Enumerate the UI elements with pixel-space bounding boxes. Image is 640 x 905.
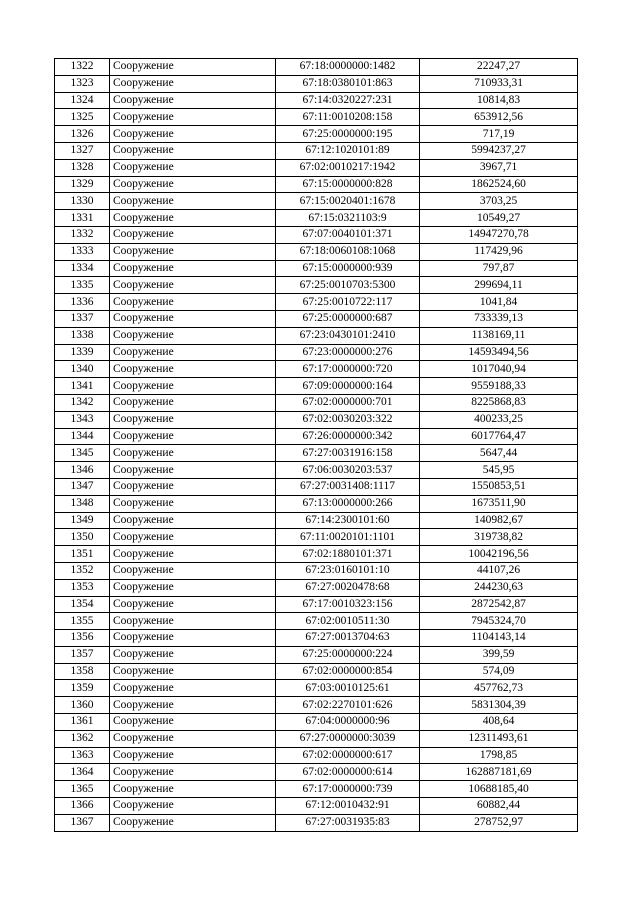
table-row: [55, 378, 578, 395]
object-type-cell: Сооружение: [110, 411, 276, 428]
cadastral-number-cell: 67:25:0010703:5300: [276, 277, 420, 294]
cadastral-number-cell: 67:11:0020101:1101: [276, 529, 420, 546]
cadastral-number-cell: 67:15:0020401:1678: [276, 193, 420, 210]
object-type-cell: Сооружение: [110, 176, 276, 193]
cadastral-number-cell: 67:18:0380101:863: [276, 75, 420, 92]
cadastral-value-cell: 8225868,83: [420, 394, 578, 411]
registry-table-body: [55, 59, 578, 832]
object-type-cell: Сооружение: [110, 529, 276, 546]
cadastral-value-cell: 6017764,47: [420, 428, 578, 445]
cadastral-value-cell: 797,87: [420, 260, 578, 277]
row-number-cell: 1328: [55, 159, 110, 176]
cadastral-value-cell: 44107,26: [420, 562, 578, 579]
cadastral-value-cell: 7945324,70: [420, 613, 578, 630]
row-number-cell: 1344: [55, 428, 110, 445]
table-row: [55, 243, 578, 260]
table-row: [55, 714, 578, 731]
cadastral-number-cell: 67:03:0010125:61: [276, 680, 420, 697]
table-row: [55, 764, 578, 781]
table-row: [55, 394, 578, 411]
cadastral-value-cell: 299694,11: [420, 277, 578, 294]
object-type-cell: Сооружение: [110, 730, 276, 747]
cadastral-value-cell: 5647,44: [420, 445, 578, 462]
object-type-cell: Сооружение: [110, 814, 276, 831]
table-row: [55, 663, 578, 680]
cadastral-number-cell: 67:27:0000000:3039: [276, 730, 420, 747]
cadastral-number-cell: 67:02:1880101:371: [276, 546, 420, 563]
table-row: [55, 781, 578, 798]
row-number-cell: 1343: [55, 411, 110, 428]
object-type-cell: Сооружение: [110, 243, 276, 260]
row-number-cell: 1351: [55, 546, 110, 563]
cadastral-number-cell: 67:07:0040101:371: [276, 226, 420, 243]
cadastral-value-cell: 545,95: [420, 462, 578, 479]
row-number-cell: 1350: [55, 529, 110, 546]
cadastral-number-cell: 67:23:0000000:276: [276, 344, 420, 361]
cadastral-value-cell: 244230,63: [420, 579, 578, 596]
table-row: [55, 411, 578, 428]
row-number-cell: 1361: [55, 714, 110, 731]
object-type-cell: Сооружение: [110, 378, 276, 395]
table-row: [55, 126, 578, 143]
object-type-cell: Сооружение: [110, 394, 276, 411]
table-row: [55, 294, 578, 311]
table-row: [55, 747, 578, 764]
object-type-cell: Сооружение: [110, 462, 276, 479]
cadastral-number-cell: 67:12:1020101:89: [276, 142, 420, 159]
row-number-cell: 1334: [55, 260, 110, 277]
cadastral-value-cell: 1798,85: [420, 747, 578, 764]
cadastral-value-cell: 5994237,27: [420, 142, 578, 159]
cadastral-value-cell: 60882,44: [420, 798, 578, 815]
table-row: [55, 546, 578, 563]
cadastral-value-cell: 278752,97: [420, 814, 578, 831]
cadastral-number-cell: 67:17:0000000:720: [276, 361, 420, 378]
table-row: [55, 579, 578, 596]
cadastral-value-cell: 3703,25: [420, 193, 578, 210]
cadastral-number-cell: 67:27:0020478:68: [276, 579, 420, 596]
row-number-cell: 1365: [55, 781, 110, 798]
cadastral-number-cell: 67:02:0000000:617: [276, 747, 420, 764]
cadastral-number-cell: 67:25:0000000:224: [276, 646, 420, 663]
cadastral-number-cell: 67:02:0000000:701: [276, 394, 420, 411]
row-number-cell: 1348: [55, 495, 110, 512]
object-type-cell: Сооружение: [110, 495, 276, 512]
cadastral-value-cell: 1138169,11: [420, 327, 578, 344]
object-type-cell: Сооружение: [110, 663, 276, 680]
cadastral-value-cell: 117429,96: [420, 243, 578, 260]
object-type-cell: Сооружение: [110, 159, 276, 176]
table-row: [55, 646, 578, 663]
cadastral-number-cell: 67:27:0031935:83: [276, 814, 420, 831]
object-type-cell: Сооружение: [110, 579, 276, 596]
table-row: [55, 445, 578, 462]
object-type-cell: Сооружение: [110, 764, 276, 781]
cadastral-value-cell: 10688185,40: [420, 781, 578, 798]
row-number-cell: 1337: [55, 310, 110, 327]
cadastral-number-cell: 67:15:0000000:939: [276, 260, 420, 277]
row-number-cell: 1366: [55, 798, 110, 815]
row-number-cell: 1355: [55, 613, 110, 630]
row-number-cell: 1345: [55, 445, 110, 462]
cadastral-number-cell: 67:27:0031408:1117: [276, 478, 420, 495]
object-type-cell: Сооружение: [110, 75, 276, 92]
cadastral-value-cell: 10549,27: [420, 210, 578, 227]
table-row: [55, 310, 578, 327]
object-type-cell: Сооружение: [110, 226, 276, 243]
cadastral-number-cell: 67:02:2270101:626: [276, 697, 420, 714]
cadastral-value-cell: 3967,71: [420, 159, 578, 176]
object-type-cell: Сооружение: [110, 193, 276, 210]
object-type-cell: Сооружение: [110, 781, 276, 798]
cadastral-number-cell: 67:26:0000000:342: [276, 428, 420, 445]
table-row: [55, 142, 578, 159]
object-type-cell: Сооружение: [110, 646, 276, 663]
table-row: [55, 512, 578, 529]
table-row: [55, 327, 578, 344]
table-row: [55, 596, 578, 613]
cadastral-number-cell: 67:04:0000000:96: [276, 714, 420, 731]
table-row: [55, 344, 578, 361]
table-row: [55, 59, 578, 76]
cadastral-number-cell: 67:12:0010432:91: [276, 798, 420, 815]
cadastral-number-cell: 67:18:0000000:1482: [276, 59, 420, 76]
object-type-cell: Сооружение: [110, 747, 276, 764]
row-number-cell: 1324: [55, 92, 110, 109]
cadastral-number-cell: 67:02:0010217:1942: [276, 159, 420, 176]
cadastral-value-cell: 400233,25: [420, 411, 578, 428]
table-row: [55, 730, 578, 747]
cadastral-value-cell: 22247,27: [420, 59, 578, 76]
cadastral-value-cell: 12311493,61: [420, 730, 578, 747]
cadastral-number-cell: 67:18:0060108:1068: [276, 243, 420, 260]
cadastral-value-cell: 14593494,56: [420, 344, 578, 361]
row-number-cell: 1357: [55, 646, 110, 663]
cadastral-value-cell: 1862524,60: [420, 176, 578, 193]
row-number-cell: 1342: [55, 394, 110, 411]
row-number-cell: 1323: [55, 75, 110, 92]
object-type-cell: Сооружение: [110, 92, 276, 109]
cadastral-number-cell: 67:15:0321103:9: [276, 210, 420, 227]
row-number-cell: 1359: [55, 680, 110, 697]
row-number-cell: 1356: [55, 630, 110, 647]
table-row: [55, 630, 578, 647]
cadastral-value-cell: 162887181,69: [420, 764, 578, 781]
cadastral-value-cell: 319738,82: [420, 529, 578, 546]
table-row: [55, 210, 578, 227]
cadastral-number-cell: 67:02:0000000:614: [276, 764, 420, 781]
cadastral-value-cell: 9559188,33: [420, 378, 578, 395]
cadastral-value-cell: 140982,67: [420, 512, 578, 529]
cadastral-value-cell: 1673511,90: [420, 495, 578, 512]
table-row: [55, 109, 578, 126]
cadastral-number-cell: 67:23:0430101:2410: [276, 327, 420, 344]
cadastral-number-cell: 67:09:0000000:164: [276, 378, 420, 395]
registry-table: [54, 58, 578, 832]
row-number-cell: 1331: [55, 210, 110, 227]
object-type-cell: Сооружение: [110, 697, 276, 714]
cadastral-number-cell: 67:11:0010208:158: [276, 109, 420, 126]
cadastral-number-cell: 67:17:0010323:156: [276, 596, 420, 613]
table-row: [55, 462, 578, 479]
row-number-cell: 1364: [55, 764, 110, 781]
row-number-cell: 1327: [55, 142, 110, 159]
object-type-cell: Сооружение: [110, 344, 276, 361]
object-type-cell: Сооружение: [110, 478, 276, 495]
cadastral-number-cell: 67:23:0160101:10: [276, 562, 420, 579]
table-row: [55, 277, 578, 294]
object-type-cell: Сооружение: [110, 327, 276, 344]
cadastral-number-cell: 67:25:0010722:117: [276, 294, 420, 311]
row-number-cell: 1335: [55, 277, 110, 294]
object-type-cell: Сооружение: [110, 109, 276, 126]
object-type-cell: Сооружение: [110, 445, 276, 462]
row-number-cell: 1330: [55, 193, 110, 210]
cadastral-value-cell: 10042196,56: [420, 546, 578, 563]
cadastral-value-cell: 408,64: [420, 714, 578, 731]
object-type-cell: Сооружение: [110, 294, 276, 311]
table-row: [55, 226, 578, 243]
row-number-cell: 1354: [55, 596, 110, 613]
cadastral-number-cell: 67:25:0000000:687: [276, 310, 420, 327]
table-row: [55, 193, 578, 210]
cadastral-value-cell: 1550853,51: [420, 478, 578, 495]
cadastral-number-cell: 67:27:0031916:158: [276, 445, 420, 462]
cadastral-value-cell: 399,59: [420, 646, 578, 663]
table-row: [55, 478, 578, 495]
row-number-cell: 1340: [55, 361, 110, 378]
row-number-cell: 1329: [55, 176, 110, 193]
object-type-cell: Сооружение: [110, 630, 276, 647]
row-number-cell: 1362: [55, 730, 110, 747]
table-row: [55, 361, 578, 378]
object-type-cell: Сооружение: [110, 310, 276, 327]
table-row: [55, 75, 578, 92]
table-row: [55, 92, 578, 109]
row-number-cell: 1347: [55, 478, 110, 495]
table-row: [55, 798, 578, 815]
object-type-cell: Сооружение: [110, 260, 276, 277]
table-row: [55, 176, 578, 193]
cadastral-value-cell: 1041,84: [420, 294, 578, 311]
object-type-cell: Сооружение: [110, 59, 276, 76]
cadastral-number-cell: 67:14:2300101:60: [276, 512, 420, 529]
cadastral-value-cell: 5831304,39: [420, 697, 578, 714]
object-type-cell: Сооружение: [110, 546, 276, 563]
object-type-cell: Сооружение: [110, 596, 276, 613]
row-number-cell: 1336: [55, 294, 110, 311]
cadastral-value-cell: 717,19: [420, 126, 578, 143]
cadastral-value-cell: 653912,56: [420, 109, 578, 126]
row-number-cell: 1322: [55, 59, 110, 76]
cadastral-number-cell: 67:06:0030203:537: [276, 462, 420, 479]
table-row: [55, 697, 578, 714]
cadastral-number-cell: 67:02:0030203:322: [276, 411, 420, 428]
row-number-cell: 1339: [55, 344, 110, 361]
row-number-cell: 1360: [55, 697, 110, 714]
row-number-cell: 1338: [55, 327, 110, 344]
cadastral-number-cell: 67:02:0000000:854: [276, 663, 420, 680]
table-row: [55, 613, 578, 630]
object-type-cell: Сооружение: [110, 142, 276, 159]
table-row: [55, 260, 578, 277]
cadastral-number-cell: 67:13:0000000:266: [276, 495, 420, 512]
object-type-cell: Сооружение: [110, 126, 276, 143]
row-number-cell: 1333: [55, 243, 110, 260]
cadastral-value-cell: 710933,31: [420, 75, 578, 92]
cadastral-value-cell: 1017040,94: [420, 361, 578, 378]
cadastral-value-cell: 2872542,87: [420, 596, 578, 613]
row-number-cell: 1341: [55, 378, 110, 395]
table-row: [55, 814, 578, 831]
object-type-cell: Сооружение: [110, 562, 276, 579]
row-number-cell: 1346: [55, 462, 110, 479]
object-type-cell: Сооружение: [110, 714, 276, 731]
cadastral-number-cell: 67:17:0000000:739: [276, 781, 420, 798]
object-type-cell: Сооружение: [110, 613, 276, 630]
row-number-cell: 1367: [55, 814, 110, 831]
row-number-cell: 1349: [55, 512, 110, 529]
table-row: [55, 680, 578, 697]
cadastral-value-cell: 457762,73: [420, 680, 578, 697]
cadastral-number-cell: 67:25:0000000:195: [276, 126, 420, 143]
row-number-cell: 1358: [55, 663, 110, 680]
table-row: [55, 159, 578, 176]
cadastral-value-cell: 10814,83: [420, 92, 578, 109]
row-number-cell: 1363: [55, 747, 110, 764]
table-row: [55, 562, 578, 579]
row-number-cell: 1325: [55, 109, 110, 126]
cadastral-value-cell: 1104143,14: [420, 630, 578, 647]
cadastral-value-cell: 574,09: [420, 663, 578, 680]
table-row: [55, 428, 578, 445]
row-number-cell: 1352: [55, 562, 110, 579]
object-type-cell: Сооружение: [110, 512, 276, 529]
object-type-cell: Сооружение: [110, 680, 276, 697]
cadastral-value-cell: 733339,13: [420, 310, 578, 327]
cadastral-number-cell: 67:15:0000000:828: [276, 176, 420, 193]
cadastral-value-cell: 14947270,78: [420, 226, 578, 243]
table-row: [55, 529, 578, 546]
row-number-cell: 1326: [55, 126, 110, 143]
row-number-cell: 1332: [55, 226, 110, 243]
cadastral-number-cell: 67:02:0010511:30: [276, 613, 420, 630]
object-type-cell: Сооружение: [110, 277, 276, 294]
cadastral-number-cell: 67:27:0013704:63: [276, 630, 420, 647]
row-number-cell: 1353: [55, 579, 110, 596]
object-type-cell: Сооружение: [110, 798, 276, 815]
table-row: [55, 495, 578, 512]
object-type-cell: Сооружение: [110, 361, 276, 378]
cadastral-number-cell: 67:14:0320227:231: [276, 92, 420, 109]
object-type-cell: Сооружение: [110, 428, 276, 445]
object-type-cell: Сооружение: [110, 210, 276, 227]
